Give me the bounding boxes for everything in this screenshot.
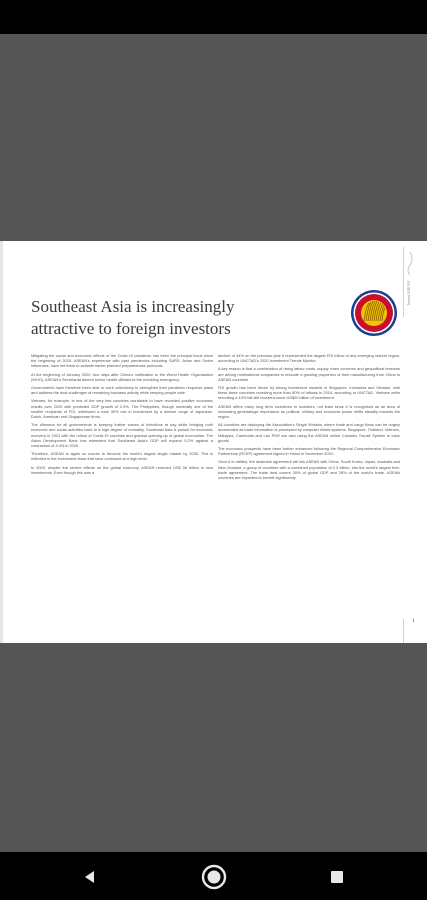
right-column — [218, 353, 400, 483]
paragraph: Mitigating the social and economic effects of the Covid-19 pandemic has been the principal focus since the beginning of 2020. ASEAN's experience with past pandemics including SARS, Avian and Swine influenzas, have led them to activate earlier planned preparedness protocols. — [31, 353, 213, 369]
decorative-ornament-icon — [405, 251, 415, 276]
home-circle-icon — [200, 863, 228, 891]
paragraph: A key reason is that a combination of rising labour costs, supply chain concerns and geopolitical tensions are driving multinational companies to relocate a growing proportion of their manufacturing from China to ASEAN countries. — [218, 366, 400, 382]
paragraph: Vietnam, for example, is one of the very few countries worldwide to have recorded positive economic results over 2020 with predicted GDP growth of 2.9%. The Philippines, though nominally one of the smaller recipients of FDI, witnessed a near 30% rise in investment by a diverse range of Japanese, Dutch, American and Singaporean firms. — [31, 398, 213, 420]
back-triangle-icon — [82, 869, 98, 885]
viewer-background-bottom[interactable] — [0, 643, 427, 852]
paragraph: All countries are deploying the Association's Single Window, where trade and cargo flows can be hugely accelerated as trade information is processed by computer linked systems. Singapore, Thailand, Vietnam, Malaysia, Cambodia and Lao PDR are also using the ASEAN online Customs Transit System to track goods. — [218, 422, 400, 443]
document-page[interactable] — [0, 241, 427, 643]
status-bar — [0, 0, 427, 34]
paragraph: In 2020, despite the severe effects on the global economy, ASEAN received US$ 98 billion in new investments. Even though this was a — [31, 464, 213, 475]
divider — [403, 619, 404, 643]
side-label: Invest ASEAN — [406, 281, 411, 305]
left-column — [31, 353, 213, 478]
paragraph: Governments have therefore been able to work collectively to strengthen their pandemic response plans and address the dual challenges of remaining business activity while keeping people safe. — [31, 385, 213, 396]
viewer-background-top[interactable] — [0, 34, 427, 241]
paragraph: decline of 44% on the previous year it represented the largest FDI inflow of any emerging market region, according to UNCTAD's 2020 Investment Trends Monitor. — [218, 353, 400, 364]
page-title — [31, 296, 331, 340]
asean-emblem-icon — [350, 289, 398, 337]
recents-button[interactable] — [322, 862, 352, 892]
divider — [403, 247, 404, 317]
navigation-bar — [0, 852, 427, 900]
paragraph: The economic prospects have been further enhanced following the Regional Comprehensive Economic Partnership (RCEP) agreement signed in Hanoi in November 2020. — [218, 446, 400, 457]
page-number: 1 — [412, 619, 415, 624]
paragraph: FDI growth has been driven by strong investment inwards in Singapore, Indonesia and Vietnam, with these three countries receiving more than 80% of inflows in 2019, according to UNCTAD. Vietnam while recording a 10% fall still received some US$20 billion of investment. — [218, 385, 400, 401]
paragraph: At the beginning of January 2020, four days after China's notification to the World Health Organisation (WHO), ASEAN's Secretariat alerted senior health officials to the unfolding emergency. — [31, 371, 213, 382]
paragraph: The dilemma for all governments is keeping further waves of infections at bay while bringing both economic and social activities back to a high degree of normality. Southeast Asia is poised for economic recovery in 2021 with the rollout of Covid-19 vaccines and gradual opening up of global economies. The Asian Development Bank has estimated that Southeast Asia's GDP will expand 5.2% against a contraction of 4.4% in 2020. — [31, 422, 213, 449]
paragraph: Therefore, ASEAN is again on course to become the world's largest single market by 2030. This is reflected in the investment flows that have continued at a high level. — [31, 451, 213, 462]
headline-line-2: attractive to foreign investors — [31, 319, 231, 338]
recents-square-icon — [329, 869, 345, 885]
headline-line-1: Southeast Asia is increasingly — [31, 297, 235, 316]
paragraph: ASEAN offers many long term incentives to investors, not least since it is recognised as an area of increasing geostrategic importance as political, military and economic power shifts steadily towards the region. — [218, 403, 400, 420]
page-edge — [0, 241, 3, 643]
paragraph: Once it is ratified, the landmark agreement will link ASEAN with China, South Korea, Japan, Australia and New Zealand, a group of countries with a combined population of 2.3 billion, into the world's largest free-trade agreement. The trade deal covers 30% of global GDP and 28% of the world's trade. ASEAN countries are expected to benefit significantly — [218, 459, 400, 481]
back-button[interactable] — [75, 862, 105, 892]
home-button[interactable] — [199, 862, 229, 892]
